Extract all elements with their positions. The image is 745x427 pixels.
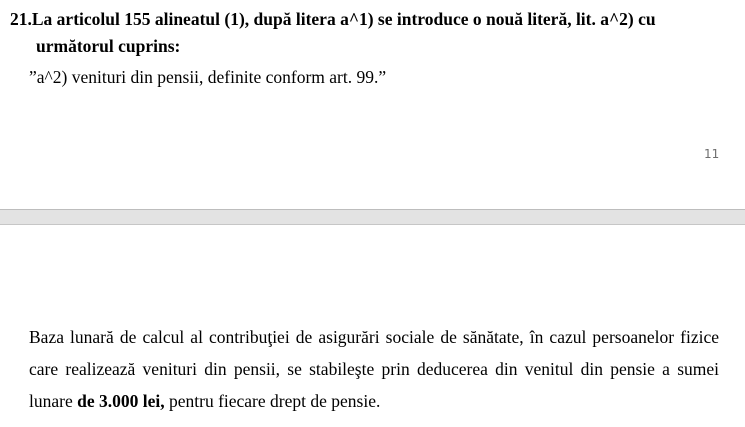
document-page-11 bbox=[0, 0, 745, 209]
paragraph-bold-amount: de 3.000 lei, bbox=[77, 391, 165, 411]
document-page-12 bbox=[0, 225, 745, 427]
paragraph-text: Baza lunară de calcul al contribuţiei de asigurări sociale de sănătate, în cazul persoanelor fizice care realizează venituri din pensii, se stabileşte prin deducerea din venitul din pensie a sumei lunare bbox=[29, 327, 719, 411]
page-number: 11 bbox=[704, 147, 720, 161]
body-paragraph bbox=[29, 321, 719, 417]
paragraph-text-end: pentru fiecare drept de pensie. bbox=[164, 391, 381, 411]
quoted-amendment: ”a^2) venituri din pensii, definite conform art. 99.” bbox=[29, 67, 387, 87]
article-heading-text: La articolul 155 alineatul (1), după litera a^1) se introduce o nouă literă, lit. a^2) cu bbox=[31, 9, 656, 29]
article-heading-continuation: următorul cuprins: bbox=[36, 36, 181, 56]
article-heading bbox=[10, 3, 722, 35]
page-separator bbox=[0, 209, 745, 225]
article-number: 21. bbox=[10, 9, 32, 29]
